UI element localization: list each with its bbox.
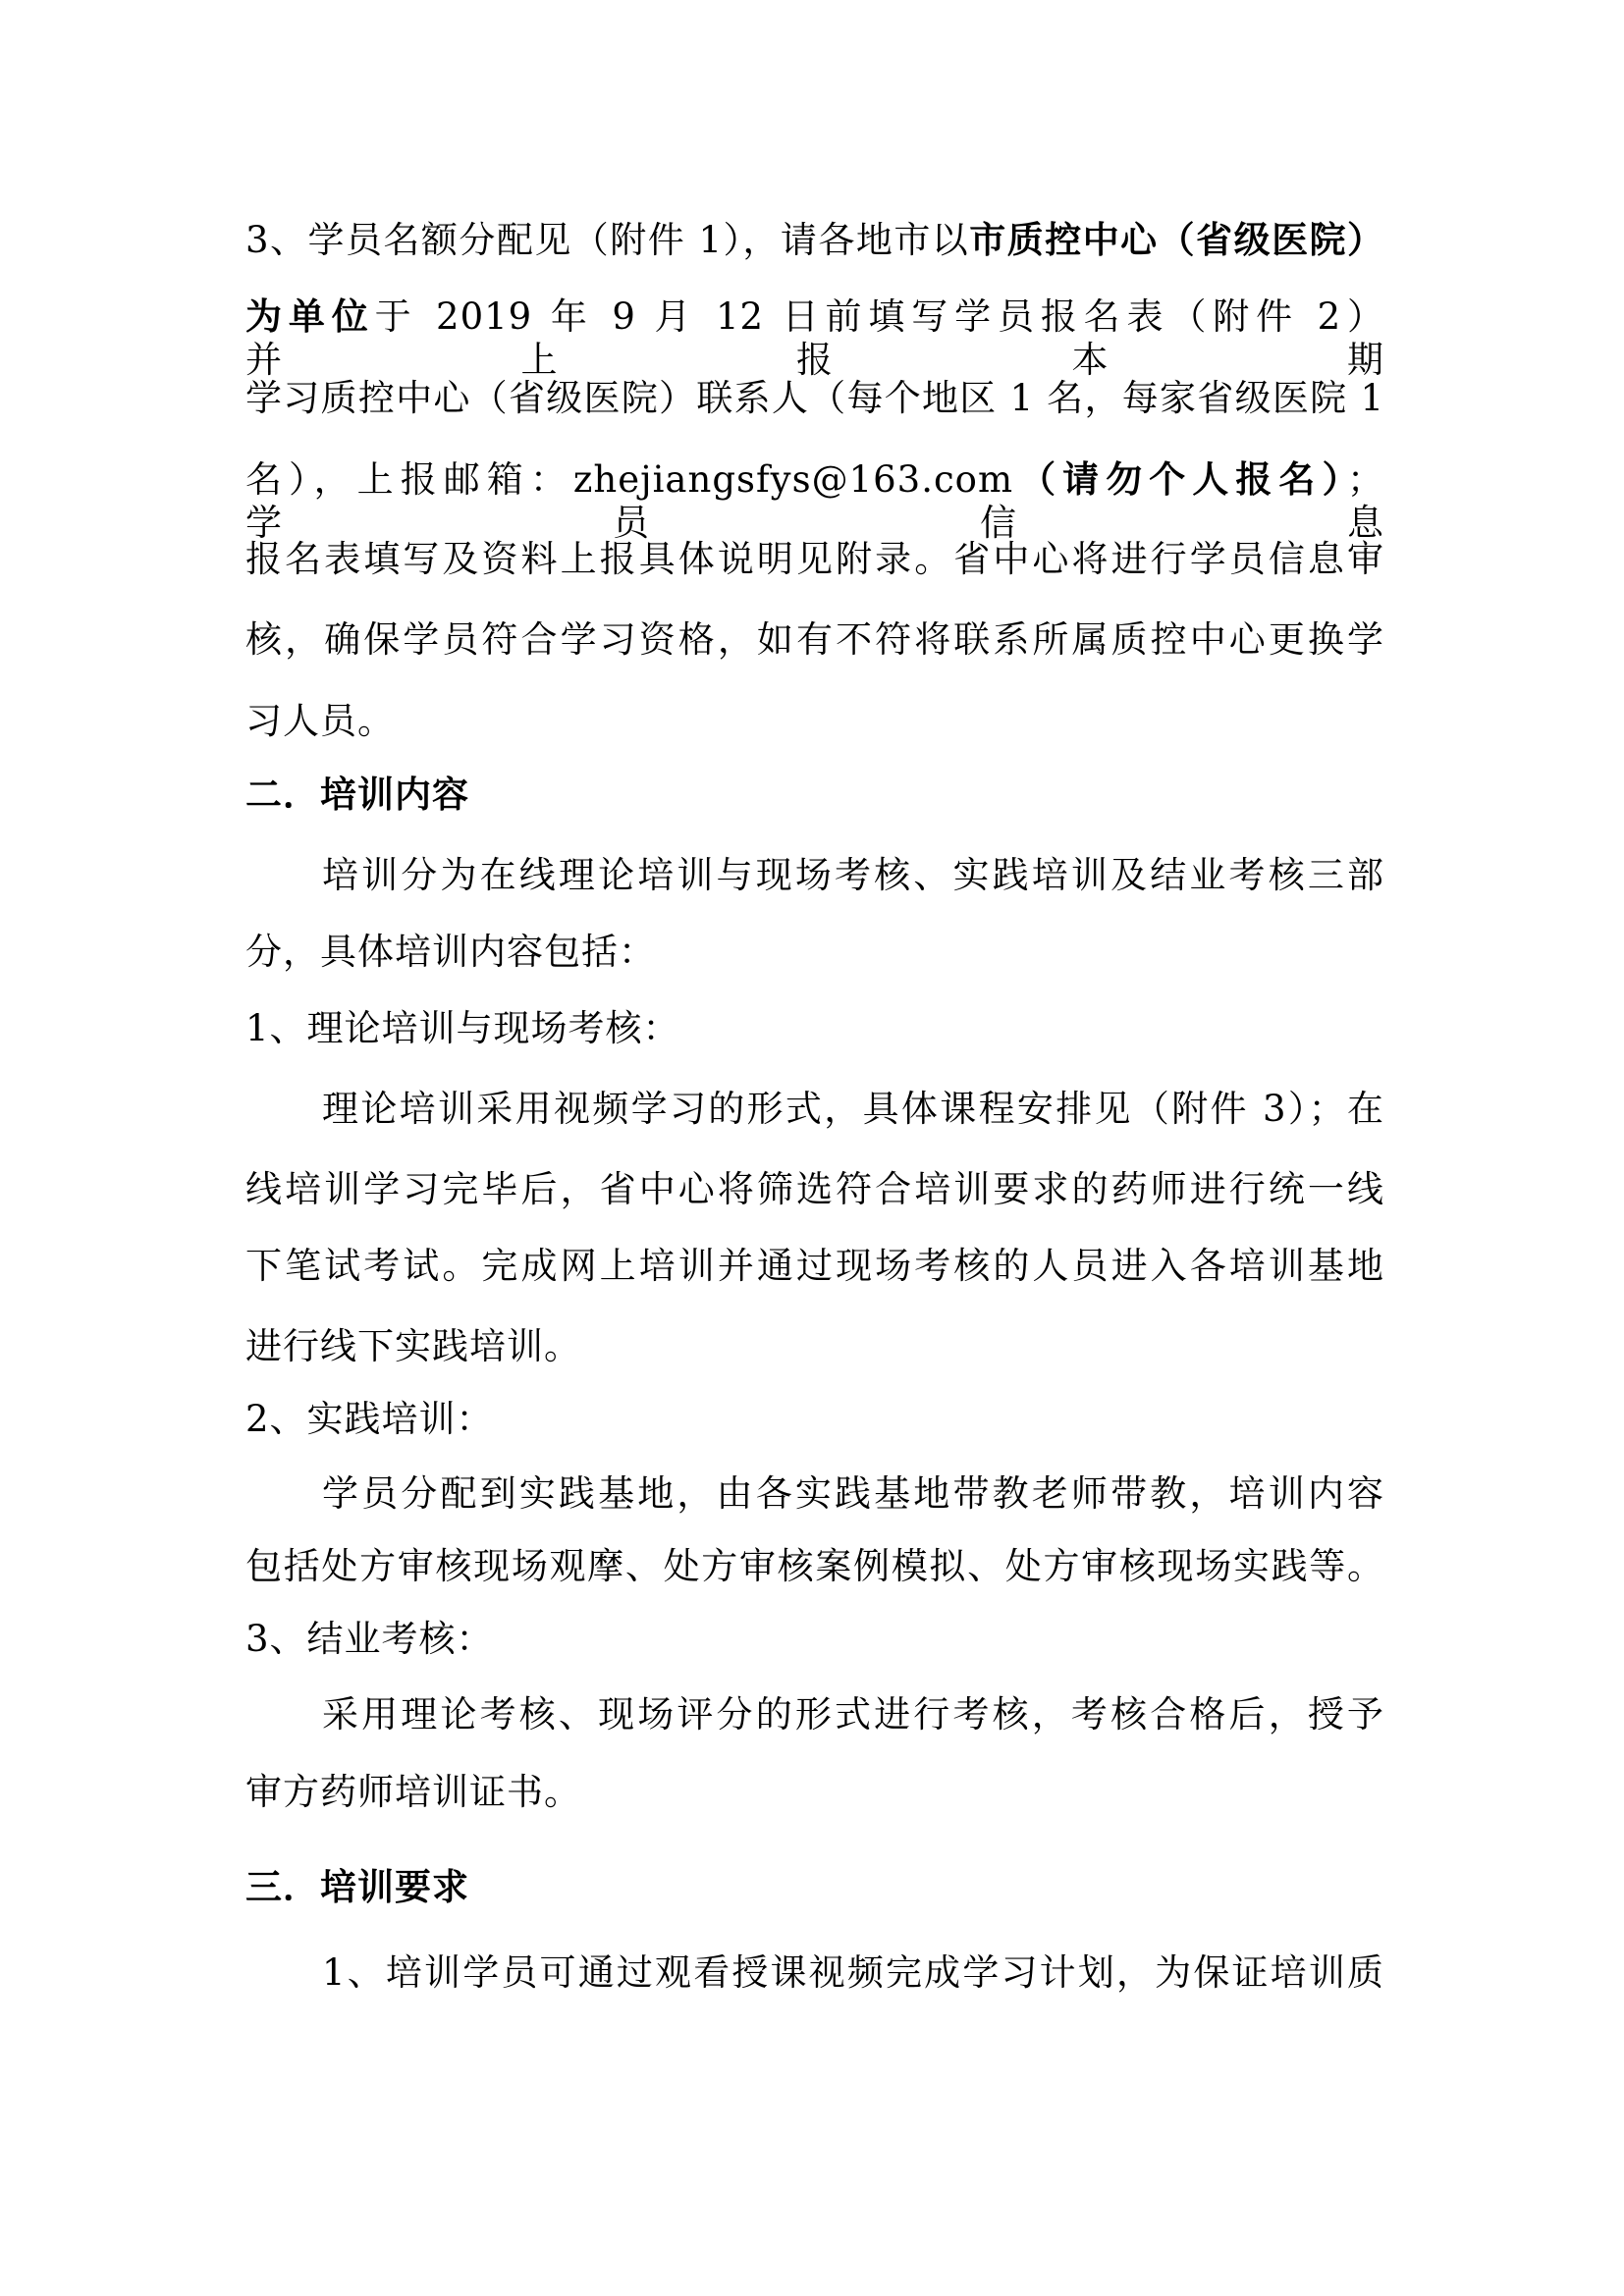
text-run: 于 2019 年 9 月 12 日前填写学员报名表（附件 2）并上报本期 [245,295,1384,381]
paragraph-line: 学习质控中心（省级医院）联系人（每个地区 1 名，每家省级医院 1 [245,377,1384,419]
section-heading: 二．培训内容 [245,773,469,816]
bold-text-run: 为单位 [245,294,375,338]
text-run: 名），上报邮箱：zhejiangsfys@163.com [245,458,1014,501]
paragraph-line: 下笔试考试。完成网上培训并通过现场考核的人员进入各培训基地 [245,1245,1384,1287]
paragraph-line: 1、培训学员可通过观看授课视频完成学习计划，为保证培训质 [322,1951,1384,1994]
subsection-title: 1、理论培训与现场考核： [245,1007,680,1049]
bold-text-run: （请勿个人报名） [1013,457,1348,501]
paragraph-line: 分，具体培训内容包括： [245,931,656,973]
paragraph-line [245,457,1384,545]
paragraph-line: 核，确保学员符合学习资格，如有不符将联系所属质控中心更换学 [245,618,1384,661]
paragraph-line: 理论培训采用视频学习的形式，具体课程安排见（附件 3）；在 [322,1088,1384,1130]
paragraph-line: 报名表填写及资料上报具体说明见附录。省中心将进行学员信息审 [245,538,1384,580]
bold-text-run: 市质控中心（省级医院） [969,218,1385,261]
subsection-title: 3、结业考核： [245,1618,494,1660]
section-heading: 三．培训要求 [245,1865,469,1908]
paragraph-line: 审方药师培训证书。 [245,1771,581,1813]
paragraph-line: 习人员。 [245,700,395,742]
paragraph-line: 进行线下实践培训。 [245,1325,581,1367]
paragraph-line: 采用理论考核、现场评分的形式进行考核，考核合格后，授予 [322,1693,1384,1735]
text-run: ；学员信息 [245,458,1385,544]
paragraph-line: 线培训学习完毕后，省中心将筛选符合培训要求的药师进行统一线 [245,1168,1384,1210]
subsection-title: 2、实践培训： [245,1398,494,1440]
paragraph-line: 包括处方审核现场观摩、处方审核案例模拟、处方审核现场实践等。 [245,1545,1384,1587]
paragraph-line: 学员分配到实践基地，由各实践基地带教老师带教，培训内容 [322,1472,1384,1515]
paragraph-line [245,294,1384,382]
paragraph-line: 培训分为在线理论培训与现场考核、实践培训及结业考核三部 [322,854,1384,896]
paragraph-line [245,218,1384,262]
text-run: 3、学员名额分配见（附件 1），请各地市以 [245,219,970,261]
